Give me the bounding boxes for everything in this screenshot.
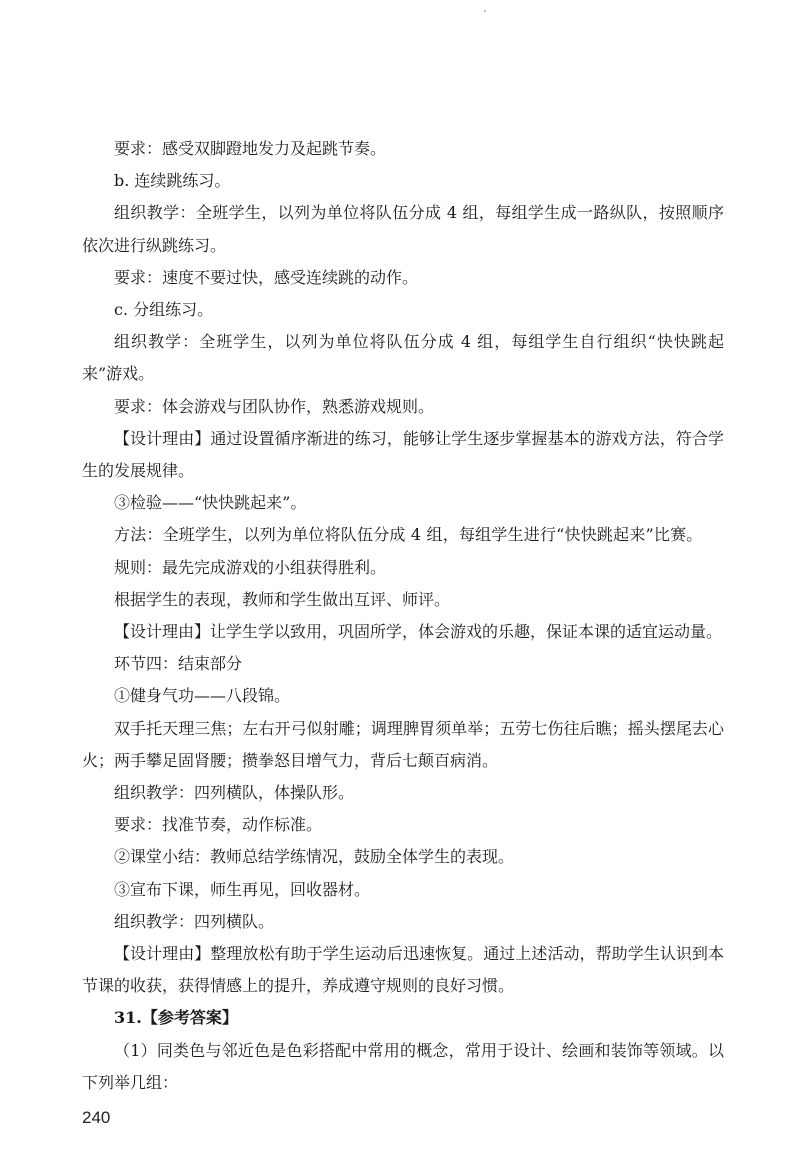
paragraph-qigong: ①健身气功——八段锦。 [114, 686, 291, 706]
paragraph-requirement-2: 要求：速度不要过快，感受连续跳的动作。 [114, 267, 419, 287]
paragraph-rules: 规则：最先完成游戏的小组获得胜利。 [114, 557, 387, 577]
paragraph-evaluation: 根据学生的表现，教师和学生做出互评、师评。 [114, 589, 451, 609]
paragraph-design-reason-1: 【设计理由】通过设置循序渐进的练习，能够让学生逐步掌握基本的游戏方法，符合学生的发展规律。 [82, 428, 724, 481]
paragraph-section-four: 环节四：结束部分 [114, 654, 243, 674]
paragraph-requirement-3: 要求：体会游戏与团队协作，熟悉游戏规则。 [114, 396, 435, 416]
paragraph-summary: ②课堂小结：教师总结学练情况，鼓励全体学生的表现。 [114, 847, 515, 867]
paragraph-requirement-4: 要求：找准节奏，动作标准。 [114, 815, 323, 835]
paragraph-consecutive-jump: b. 连续跳练习。 [114, 171, 231, 191]
paragraph-baduanjin: 双手托天理三焦；左右开弓似射雕；调理脾胃须单举；五劳七伤往后瞧；摇头摆尾去心火；两手攀足固肾腰；攒拳怒目增气力，背后七颠百病消。 [82, 718, 724, 770]
page-body [82, 133, 724, 1099]
paragraph-design-reason-3: 【设计理由】整理放松有助于学生运动后迅速恢复。通过上述活动，帮助学生认识到本节课的收获，获得情感上的提升，养成遵守规则的良好习惯。 [82, 944, 724, 996]
paragraph-answer-heading: 31.【参考答案】 [114, 1008, 238, 1028]
paragraph-design-reason-2: 【设计理由】让学生学以致用，巩固所学，体会游戏的乐趣，保证本课的适宜运动量。 [114, 622, 723, 642]
paragraph-method: 方法：全班学生，以列为单位将队伍分成 4 组，每组学生进行“快快跳起来”比赛。 [114, 525, 703, 545]
paragraph-organization-2: 组织教学：全班学生，以列为单位将队伍分成 4 组，每组学生自行组织“快快跳起来”游戏。 [82, 332, 724, 384]
paragraph-test: ③检验——“快快跳起来”。 [114, 493, 307, 513]
page-number: 240 [82, 1108, 111, 1127]
paragraph-answer-1: （1）同类色与邻近色是色彩搭配中常用的概念，常用于设计、绘画和装饰等领域。以下列举几组： [82, 1040, 724, 1092]
paragraph-group-practice: c. 分组练习。 [114, 300, 214, 320]
paragraph-organization-1: 组织教学：全班学生，以列为单位将队伍分成 4 组，每组学生成一路纵队，按照顺序依次进行纵跳练习。 [82, 203, 724, 255]
paragraph-organization-4: 组织教学：四列横队。 [114, 911, 275, 931]
paragraph-organization-3: 组织教学：四列横队，体操队形。 [114, 783, 355, 803]
paragraph-dismissal: ③宣布下课，师生再见，回收器材。 [114, 879, 371, 899]
scan-mark [484, 10, 486, 12]
paragraph-requirement-1: 要求：感受双脚蹬地发力及起跳节奏。 [114, 139, 387, 158]
